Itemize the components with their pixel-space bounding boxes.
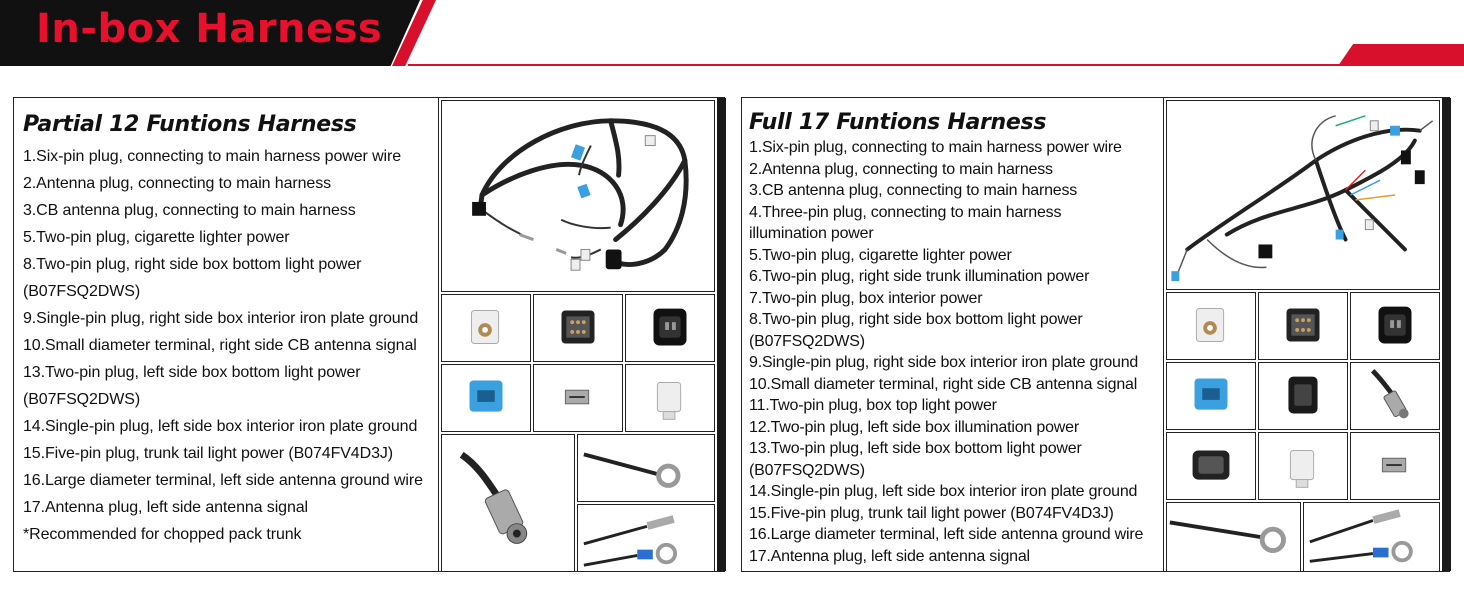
list-item: 9.Single-pin plug, right side box interior iron plate ground xyxy=(749,354,1139,371)
list-item: 7.Two-pin plug, box interior power xyxy=(749,289,983,307)
page-title: In-box Harness xyxy=(36,6,383,52)
full-harness-panel xyxy=(741,97,1450,572)
list-item: 12.Two-pin plug, left side box illumination power xyxy=(749,418,1079,436)
two-pin-black-plug-image xyxy=(1350,292,1440,360)
harness-wiring-image xyxy=(441,100,715,292)
white-two-pin-plug-image xyxy=(1258,432,1348,500)
small-terminal-image xyxy=(1350,432,1440,500)
list-item: 5.Two-pin plug, cigarette lighter power xyxy=(23,229,290,246)
list-item: 10.Small diameter terminal, right side CB antenna signal xyxy=(749,375,1138,393)
full-harness-images xyxy=(1163,98,1450,571)
list-item: 16.Large diameter terminal, left side antenna ground wire xyxy=(749,526,1144,543)
banner-red-line xyxy=(408,64,1464,66)
list-item: (B07FSQ2DWS) xyxy=(23,283,141,300)
full-harness-title: Full 17 Funtions Harness xyxy=(749,110,1047,135)
harness-wiring-image xyxy=(1166,100,1440,290)
list-item: (B07FSQ2DWS) xyxy=(23,391,141,408)
small-terminal-image xyxy=(533,364,623,432)
white-single-pin-plug-image xyxy=(441,294,531,362)
list-item: 16.Large diameter terminal, left side antenna ground wire xyxy=(23,472,423,489)
list-item: 15.Five-pin plug, trunk tail light power (B074FV4D3J) xyxy=(749,504,1114,522)
list-item: 5.Two-pin plug, cigarette lighter power xyxy=(749,246,1012,264)
blue-plug-image xyxy=(441,364,531,432)
list-item: 14.Single-pin plug, left side box interior iron plate ground xyxy=(23,418,418,435)
list-item: 17.Antenna plug, left side antenna signal xyxy=(23,499,309,516)
list-item: (B07FSQ2DWS) xyxy=(749,332,865,350)
list-item: 3.CB antenna plug, connecting to main harness xyxy=(749,182,1078,199)
list-item: 11.Two-pin plug, box top light power xyxy=(749,397,997,414)
list-item: 2.Antenna plug, connecting to main harness xyxy=(749,160,1053,178)
list-item: 13.Two-pin plug, left side box bottom light power xyxy=(749,440,1082,457)
partial-harness-images xyxy=(438,98,725,571)
six-pin-plug-image xyxy=(1258,292,1348,360)
six-pin-plug-image xyxy=(533,294,623,362)
white-single-pin-plug-image xyxy=(1166,292,1256,360)
full-harness-list xyxy=(749,137,1162,567)
blue-plug-image xyxy=(1166,362,1256,430)
white-two-pin-plug-image xyxy=(625,364,715,432)
ring-terminal-image xyxy=(1166,502,1301,572)
banner-red-tab xyxy=(1338,44,1464,66)
list-item: 1.Six-pin plug, connecting to main harness power wire xyxy=(749,139,1122,156)
full-harness-text xyxy=(742,98,1162,571)
antenna-plug-image xyxy=(1350,362,1440,430)
list-item: 1.Six-pin plug, connecting to main harness power wire xyxy=(23,148,402,165)
list-item: 2.Antenna plug, connecting to main harness xyxy=(23,175,332,192)
two-pin-black-plug-image xyxy=(625,294,715,362)
list-item: 13.Two-pin plug, left side box bottom light power xyxy=(23,364,361,381)
five-pin-plug-image xyxy=(1166,432,1256,500)
antenna-and-blue-terminal-image xyxy=(1303,502,1440,572)
list-item: 15.Five-pin plug, trunk tail light power (B074FV4D3J) xyxy=(23,445,393,462)
header-banner xyxy=(0,0,1464,68)
list-item: 6.Two-pin plug, right side trunk illumination power xyxy=(749,268,1090,285)
list-item: 8.Two-pin plug, right side box bottom light power xyxy=(23,256,362,273)
list-item: *Recommended for chopped pack trunk xyxy=(23,526,302,543)
list-item: illumination power xyxy=(749,225,874,242)
list-item: 3.CB antenna plug, connecting to main harness xyxy=(23,202,356,219)
list-item: 17.Antenna plug, left side antenna signal xyxy=(749,547,1030,565)
list-item: 9.Single-pin plug, right side box interior iron plate ground xyxy=(23,310,419,327)
partial-harness-list xyxy=(23,143,438,548)
ring-terminal-image xyxy=(577,434,715,502)
partial-harness-title: Partial 12 Funtions Harness xyxy=(23,112,357,137)
partial-harness-panel xyxy=(13,97,725,572)
antenna-plug-image xyxy=(441,434,575,572)
list-item: 4.Three-pin plug, connecting to main harness xyxy=(749,203,1062,221)
partial-harness-text xyxy=(14,98,438,571)
list-item: 8.Two-pin plug, right side box bottom light power xyxy=(749,311,1083,328)
list-item: 10.Small diameter terminal, right side CB antenna signal xyxy=(23,337,417,354)
list-item: (B07FSQ2DWS) xyxy=(749,461,865,479)
three-pin-plug-image xyxy=(1258,362,1348,430)
antenna-and-blue-terminal-image xyxy=(577,504,715,572)
list-item: 14.Single-pin plug, left side box interior iron plate ground xyxy=(749,483,1138,500)
